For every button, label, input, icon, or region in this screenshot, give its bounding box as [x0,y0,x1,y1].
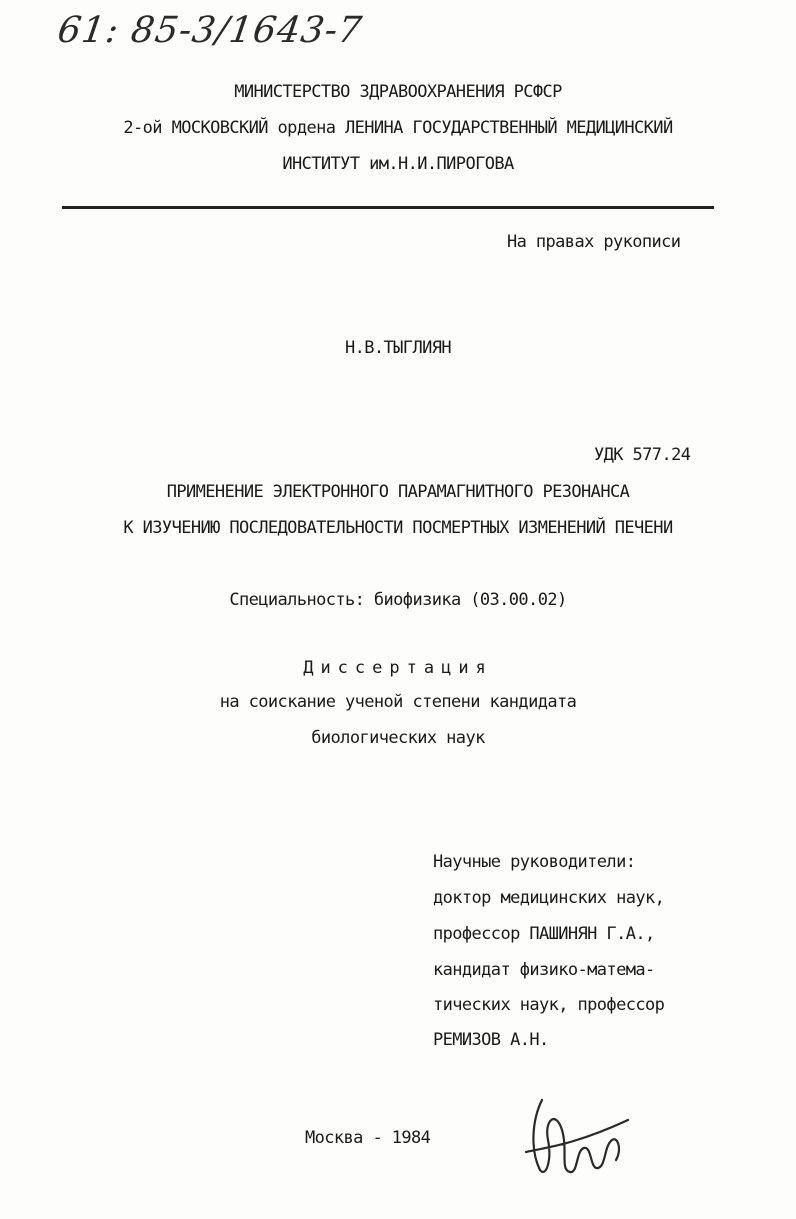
specialty: Специальность: биофизика (03.00.02) [229,590,567,610]
udc-code: УДК 577.24 [594,445,691,465]
dissertation-line-2: биологических наук [311,728,485,748]
dissertation-heading: Диссертация [303,658,493,678]
supervisor-2-degree-b: тических наук, профессор [433,995,665,1015]
manuscript-note: На правах рукописи [507,232,681,252]
handwritten-signature [512,1090,632,1180]
supervisor-2-degree-a: кандидат физико-матема- [433,960,655,980]
supervisors-heading: Научные руководители: [433,852,636,872]
archive-code-handwritten: 61: 85-3/1643-7 [55,10,365,51]
ministry-heading: МИНИСТЕРСТВО ЗДРАВООХРАНЕНИЯ РСФСР [234,82,562,102]
city-year: Москва - 1984 [305,1128,431,1148]
supervisor-2-name: РЕМИЗОВ А.Н. [433,1030,549,1050]
supervisor-1-name: профессор ПАШИНЯН Г.А., [433,924,655,944]
header-divider [62,206,714,209]
title-line-2: К ИЗУЧЕНИЮ ПОСЛЕДОВАТЕЛЬНОСТИ ПОСМЕРТНЫХ ИЗМЕНЕНИЙ ПЕЧЕНИ [123,518,673,538]
supervisor-1-degree: доктор медицинских наук, [433,888,665,908]
institute-line-2: ИНСТИТУТ им.Н.И.ПИРОГОВА [282,154,514,174]
author-name: Н.В.ТЫГЛИЯН [345,338,451,358]
institute-line-1: 2-ой МОСКОВСКИЙ ордена ЛЕНИНА ГОСУДАРСТВЕННЫЙ МЕДИЦИНСКИЙ [123,118,673,138]
dissertation-line-1: на соискание ученой степени кандидата [219,692,577,712]
title-line-1: ПРИМЕНЕНИЕ ЭЛЕКТРОННОГО ПАРАМАГНИТНОГО РЕЗОНАНСА [166,482,630,502]
